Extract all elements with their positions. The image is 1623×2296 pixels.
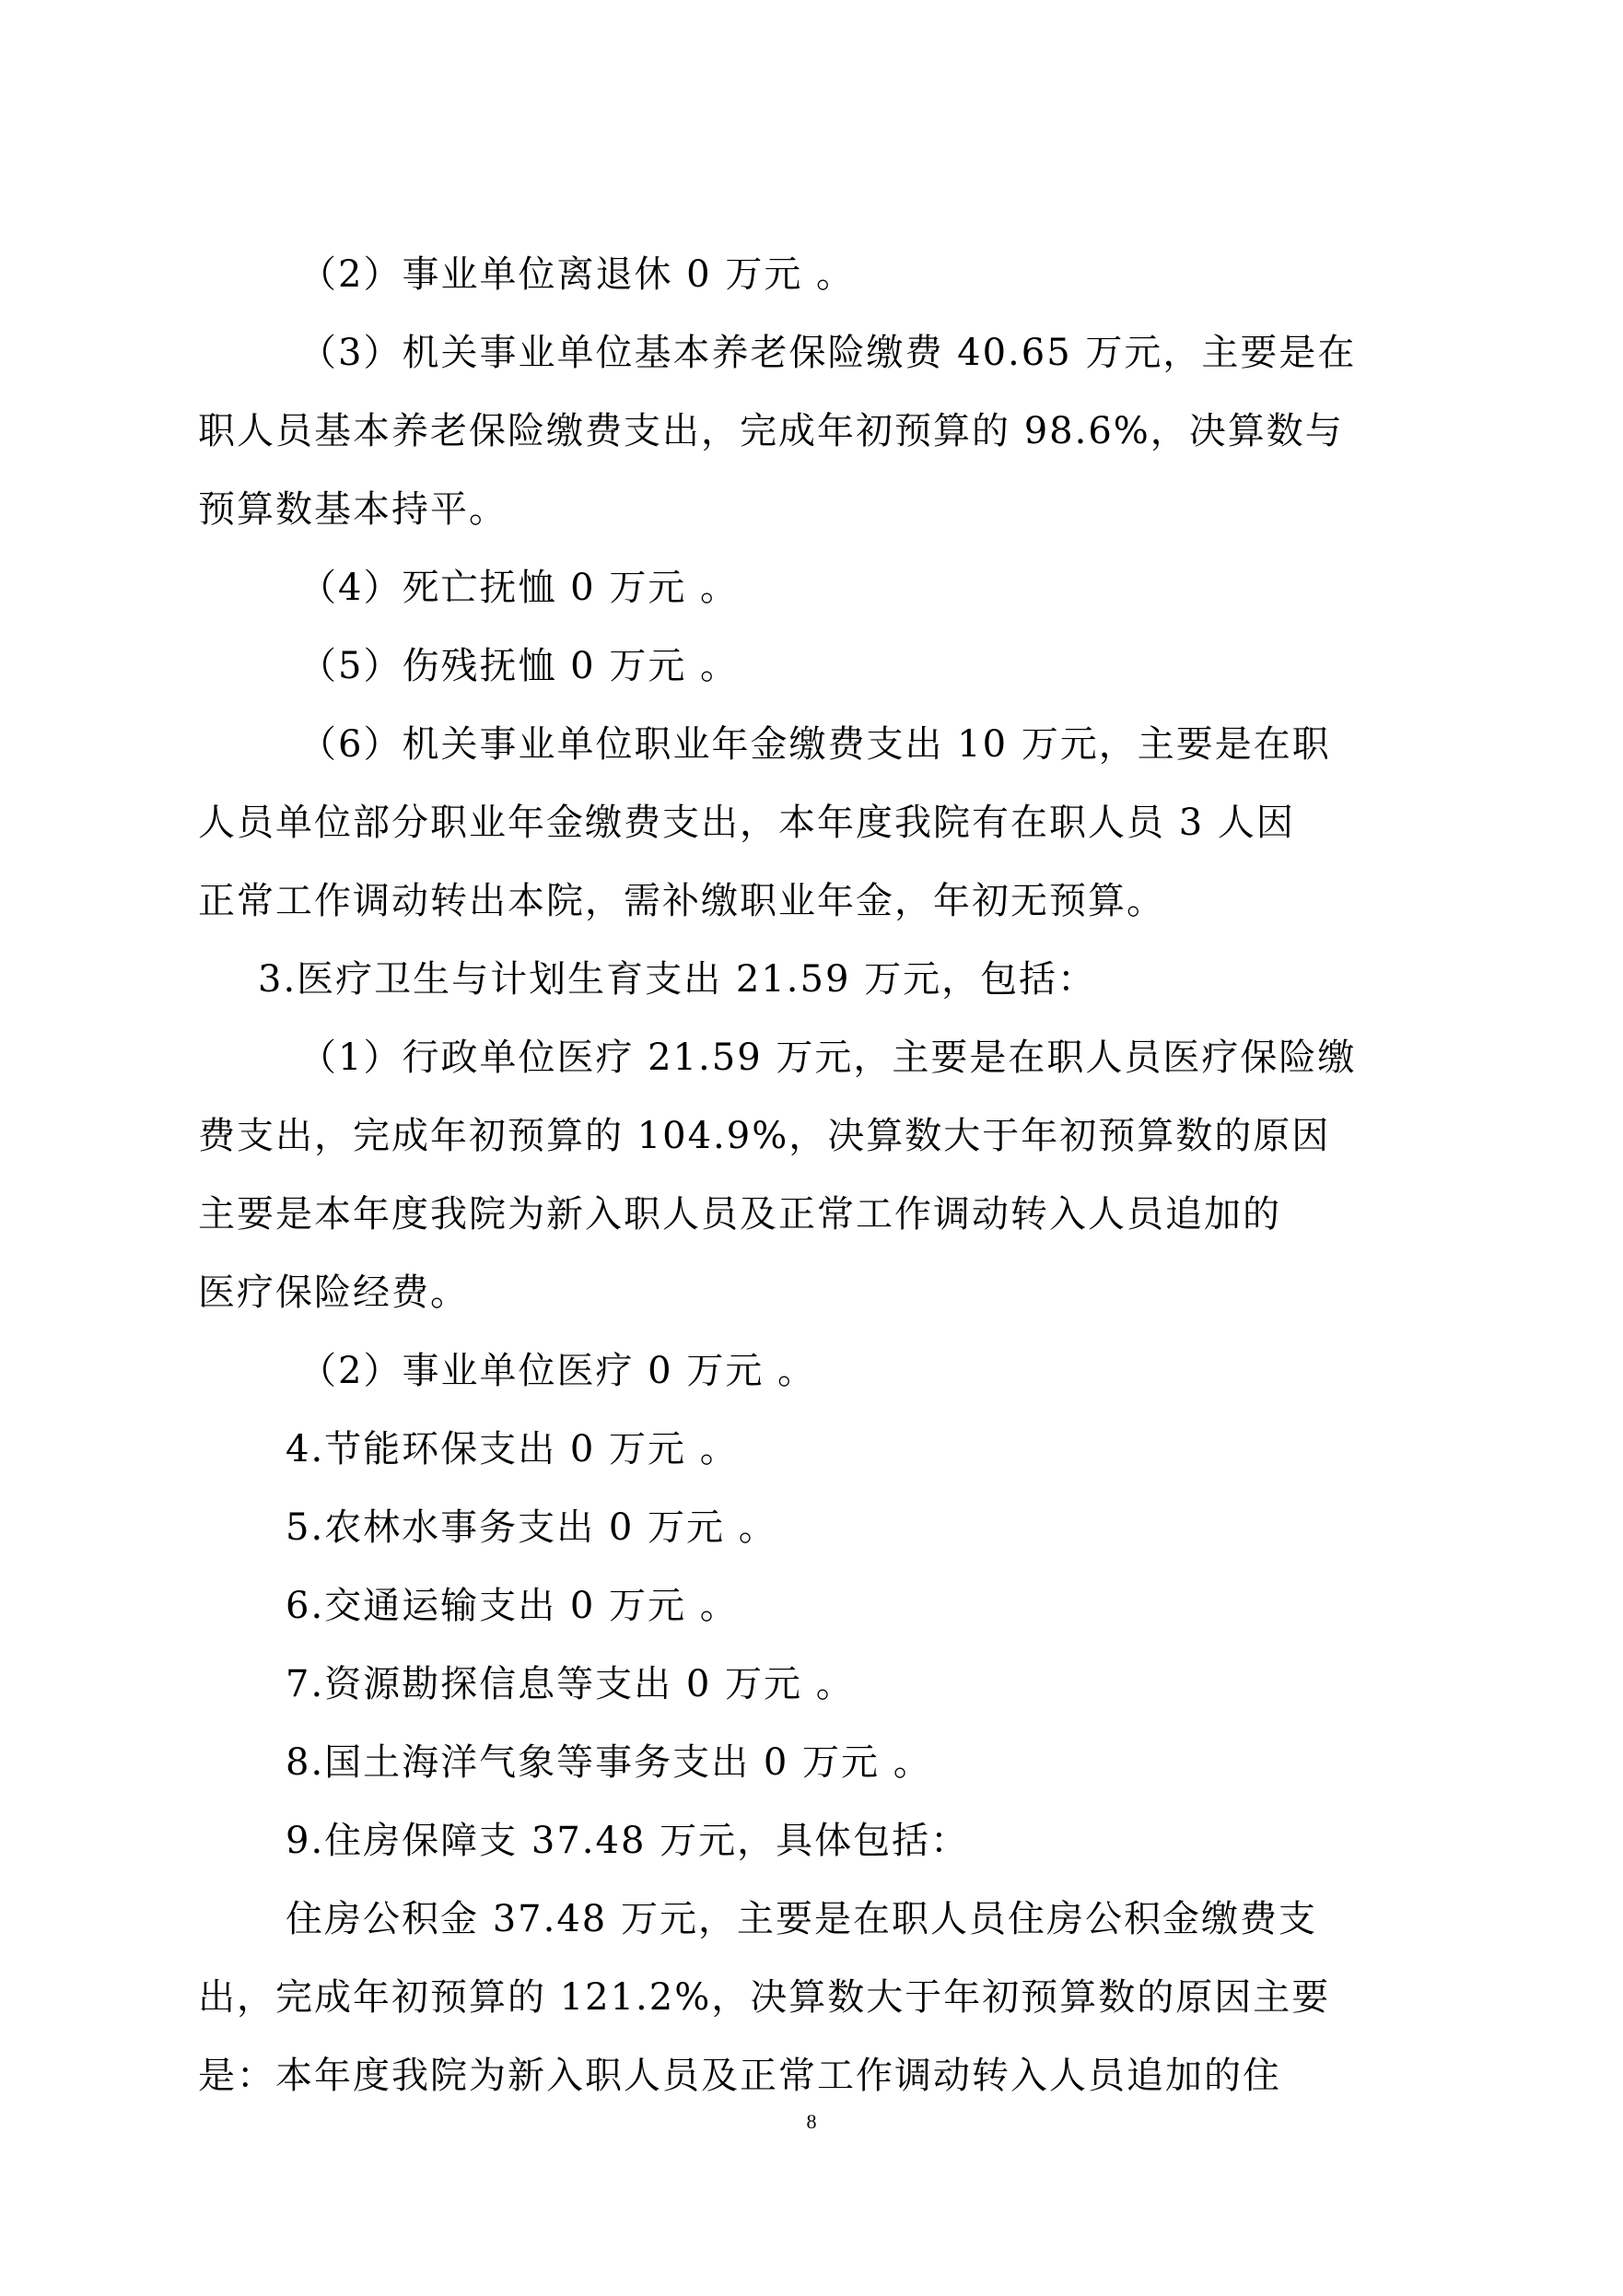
text-line-housing-fund-cont2: 是：本年度我院为新入职人员及正常工作调动转入人员追加的住	[198, 2055, 1281, 2097]
section-heading-medical: 3.医疗卫生与计划生育支出 21.59 万元，包括：	[258, 958, 1097, 1001]
text-line-occupational-annuity-cont: 人员单位部分职业年金缴费支出，本年度我院有在职人员 3 人因	[198, 802, 1295, 844]
section-heading-energy: 4.节能环保支出 0 万元 。	[286, 1428, 739, 1470]
text-line-pension-insurance-end: 预算数基本持平。	[198, 488, 508, 531]
page-number: 8	[806, 2110, 817, 2133]
text-line-admin-medical-end: 医疗保险经费。	[198, 1271, 469, 1314]
section-heading-housing: 9.住房保障支 37.48 万元，具体包括：	[286, 1820, 970, 1862]
text-line-occupational-annuity: （6）机关事业单位职业年金缴费支出 10 万元，主要是在职	[299, 723, 1331, 766]
section-heading-resources: 7.资源勘探信息等支出 0 万元 。	[286, 1663, 855, 1705]
text-line-housing-fund-cont: 出，完成年初预算的 121.2%，决算数大于年初预算数的原因主要	[198, 1976, 1331, 2019]
text-line-retirement-public-institution: （2）事业单位离退休 0 万元 。	[299, 253, 856, 296]
text-line-admin-medical: （1）行政单位医疗 21.59 万元，主要是在职人员医疗保险缴	[299, 1037, 1357, 1079]
text-line-disability-pension: （5）伤残抚恤 0 万元 。	[299, 645, 740, 687]
text-line-death-pension: （4）死亡抚恤 0 万元 。	[299, 567, 740, 609]
text-line-admin-medical-cont: 费支出，完成年初预算的 104.9%，决算数大于年初预算数的原因	[198, 1115, 1331, 1157]
text-line-public-institution-medical: （2）事业单位医疗 0 万元 。	[299, 1350, 817, 1392]
text-line-occupational-annuity-end: 正常工作调动转出本院，需补缴职业年金，年初无预算。	[198, 880, 1165, 922]
text-line-admin-medical-cont2: 主要是本年度我院为新入职人员及正常工作调动转入人员追加的	[198, 1193, 1281, 1236]
text-line-housing-fund: 住房公积金 37.48 万元，主要是在职人员住房公积金缴费支	[286, 1898, 1317, 1940]
text-line-pension-insurance: （3）机关事业单位基本养老保险缴费 40.65 万元，主要是在	[299, 332, 1357, 374]
section-heading-transport: 6.交通运输支出 0 万元 。	[286, 1585, 739, 1627]
text-line-pension-insurance-cont: 职人员基本养老保险缴费支出，完成年初预算的 98.6%，决算数与	[198, 410, 1344, 452]
section-heading-agriculture: 5.农林水事务支出 0 万元 。	[286, 1506, 777, 1549]
section-heading-land-ocean: 8.国土海洋气象等事务支出 0 万元 。	[286, 1741, 932, 1784]
